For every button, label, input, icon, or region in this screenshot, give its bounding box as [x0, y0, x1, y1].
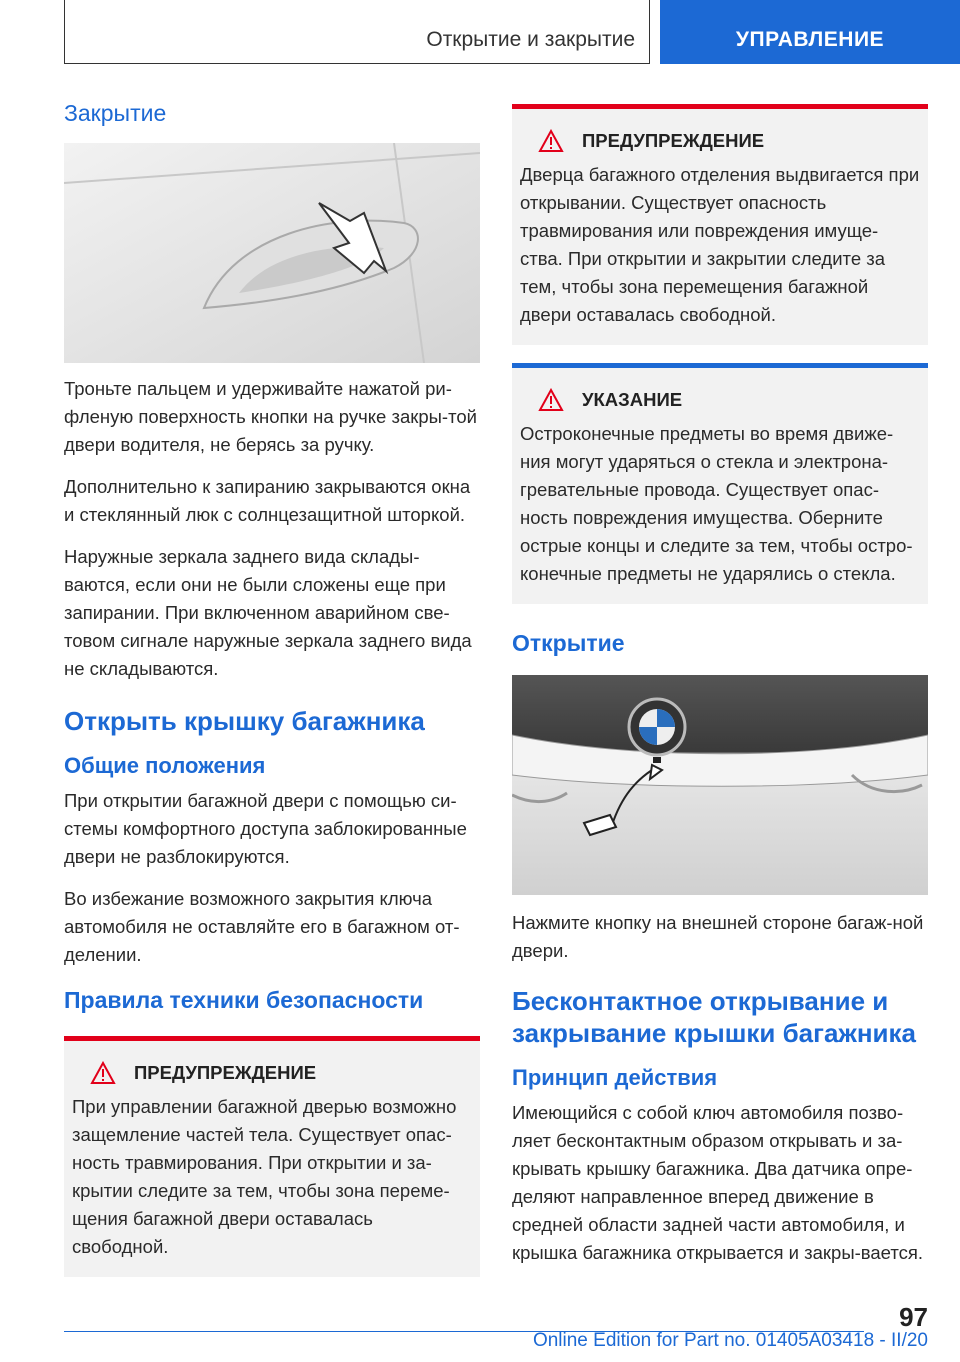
warning-box: [64, 1036, 480, 1277]
header-chapter-title: УПРАВЛЕНИЕ: [735, 28, 885, 51]
heading-opening: Открытие: [512, 630, 625, 656]
paragraph: Троньте пальцем и удерживайте нажатой ри-фленую поверхность кнопки на ручке закры-той двери водителя, не берясь за ручку.: [64, 378, 477, 455]
warning-title: ПРЕДУПРЕЖДЕНИЕ: [582, 130, 765, 151]
door-handle-illustration: [64, 143, 480, 363]
heading-contactless: Бесконтактное открывание и закрывание крышки багажника: [512, 986, 917, 1048]
warning-title: ПРЕДУПРЕЖДЕНИЕ: [134, 1062, 317, 1083]
paragraph: Дополнительно к запиранию закрываются окна и стеклянный люк с солнцезащитной шторкой.: [64, 476, 471, 525]
paragraph: При открытии багажной двери с помощью си-стемы комфортного доступа заблокированные двери не разблокируются.: [64, 790, 467, 867]
warning-text: Дверца багажного отделения выдвигается при открывании. Существует опасность травмирования или повреждения имуще-ства. При открытии и закрытии следите за тем, чтобы зона перемещения багажной двери оставалась свободной.: [520, 164, 920, 325]
heading-principle: Принцип действия: [512, 1065, 718, 1090]
note-text: Остроконечные предметы во время движе-ния могут ударяться о стекла и электрона-гревательные провода. Существует опас-ность повреждения имущества. Оберните острые концы и следите за тем, чтобы остро-конечные предметы не ударялись о стекла.: [520, 423, 913, 584]
page-number: 97: [899, 1302, 928, 1332]
heading-open-trunk: Открыть крышку багажника: [64, 706, 425, 736]
paragraph: Имеющийся с собой ключ автомобиля позво-ляет бесконтактным образом открывать и за-крывать крышку багажника. Два датчика опре-деляют направленное вперед движение в средней области задней части автомобиля, и крышка багажника открывается и закры-вается.: [512, 1102, 924, 1263]
warning-triangle-icon: [90, 1061, 116, 1085]
note-triangle-icon: [538, 388, 564, 412]
left-column: [64, 100, 480, 1295]
warning-text: При управлении багажной дверью возможно защемление частей тела. Существует опас-ность травмирования. При открытии и за-крытии следите за тем, чтобы зона переме-щения багажной двери оставалась свободной.: [72, 1096, 457, 1257]
header-section-title: Открытие и закрытие: [426, 28, 635, 51]
heading-safety: Правила техники безопасности: [64, 987, 424, 1013]
trunk-button-illustration: [512, 675, 928, 895]
footer-edition: Online Edition for Part no. 01405A03418 - II/20: [532, 1330, 928, 1351]
heading-closing: Закрытие: [64, 100, 167, 126]
paragraph: Нажмите кнопку на внешней стороне багаж-ной двери.: [512, 912, 924, 961]
header-chapter-tab: [660, 0, 960, 64]
note-title: УКАЗАНИЕ: [582, 389, 683, 410]
heading-general: Общие положения: [64, 753, 266, 778]
header-section-box: [64, 0, 650, 64]
page-header: [0, 0, 960, 66]
paragraph: Во избежание возможного закрытия ключа автомобиля не оставляйте его в багажном от-делении.: [64, 888, 460, 965]
warning-box: [512, 104, 928, 345]
warning-triangle-icon: [538, 129, 564, 153]
note-box: [512, 363, 928, 604]
paragraph: Наружные зеркала заднего вида склады-ваются, если они не были сложены еще при запирании. При включенном аварийном све-товом сигнале наружные зеркала заднего вида не складываются.: [64, 546, 472, 679]
right-column: [512, 104, 928, 1281]
